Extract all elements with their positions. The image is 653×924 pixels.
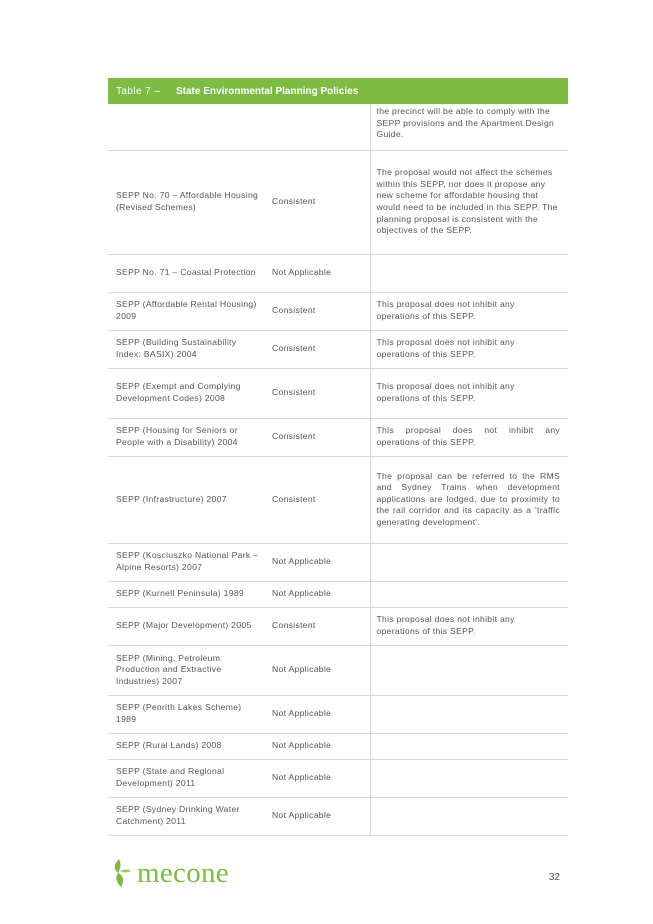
table-row — [108, 150, 568, 254]
table-row — [108, 104, 568, 150]
table-row — [108, 581, 568, 607]
leaf-mark-icon — [110, 858, 132, 888]
policy-cell: SEPP (Infrastructure) 2007 — [108, 456, 268, 543]
status-cell: Not Applicable — [268, 797, 370, 835]
table-row — [108, 695, 568, 733]
table-caption — [108, 78, 568, 104]
status-cell: Not Applicable — [268, 759, 370, 797]
comment-cell — [370, 543, 568, 581]
sepp-table — [108, 78, 568, 836]
comment-cell — [370, 254, 568, 292]
table-row — [108, 607, 568, 645]
policy-cell: SEPP (Major Development) 2005 — [108, 607, 268, 645]
policy-cell: SEPP (Rural Lands) 2008 — [108, 733, 268, 759]
policies-table — [108, 104, 568, 836]
policy-cell: SEPP (Kurnell Peninsula) 1989 — [108, 581, 268, 607]
comment-cell: The proposal would not affect the schemes within this SEPP, nor does it propose any new scheme for affordable housing that would need to be included in this SEPP. The planning proposal is consistent with the objectives of the SEPP. — [370, 150, 568, 254]
table-row — [108, 645, 568, 695]
status-cell: Consistent — [268, 456, 370, 543]
comment-cell — [370, 645, 568, 695]
comment-cell: This proposal does not inhibit any operations of this SEPP. — [370, 292, 568, 330]
status-cell: Not Applicable — [268, 254, 370, 292]
status-cell: Not Applicable — [268, 695, 370, 733]
comment-cell: the precinct will be able to comply with the SEPP provisions and the Apartment Design Guide. — [370, 104, 568, 150]
status-cell: Not Applicable — [268, 645, 370, 695]
comment-cell — [370, 759, 568, 797]
comment-cell — [370, 695, 568, 733]
status-cell: Consistent — [268, 330, 370, 368]
table-row — [108, 330, 568, 368]
table-number: Table 7 – — [116, 85, 161, 97]
status-cell: Consistent — [268, 292, 370, 330]
policy-cell: SEPP (Mining, Petroleum Production and Extractive Industries) 2007 — [108, 645, 268, 695]
comment-cell — [370, 797, 568, 835]
table-row — [108, 456, 568, 543]
policy-cell: SEPP (Kosciuszko National Park – Alpine Resorts) 2007 — [108, 543, 268, 581]
table-row — [108, 543, 568, 581]
mecone-logo — [110, 858, 229, 888]
comment-cell — [370, 581, 568, 607]
comment-cell: This proposal does not inhibit any operations of this SEPP. — [370, 418, 568, 456]
policy-cell: SEPP (State and Regional Development) 2011 — [108, 759, 268, 797]
status-cell: Consistent — [268, 368, 370, 418]
status-cell — [268, 104, 370, 150]
status-cell: Consistent — [268, 607, 370, 645]
table-row — [108, 797, 568, 835]
comment-cell: The proposal can be referred to the RMS and Sydney Trains when development applications are lodged, due to proximity to the rail corridor and its capacity as a ‘traffic generating development’. — [370, 456, 568, 543]
table-title: State Environmental Planning Policies — [176, 85, 359, 97]
policy-cell — [108, 104, 268, 150]
comment-cell — [370, 733, 568, 759]
policy-cell: SEPP (Housing for Seniors or People with a Disability) 2004 — [108, 418, 268, 456]
policy-cell: SEPP No. 71 – Coastal Protection — [108, 254, 268, 292]
table-row — [108, 759, 568, 797]
comment-cell: This proposal does not inhibit any operations of this SEPP. — [370, 368, 568, 418]
policy-cell: SEPP (Sydney Drinking Water Catchment) 2011 — [108, 797, 268, 835]
status-cell: Not Applicable — [268, 733, 370, 759]
status-cell: Not Applicable — [268, 543, 370, 581]
table-row — [108, 292, 568, 330]
policy-cell: SEPP (Affordable Rental Housing) 2009 — [108, 292, 268, 330]
page-number: 32 — [548, 872, 560, 883]
table-row — [108, 254, 568, 292]
status-cell: Consistent — [268, 418, 370, 456]
table-row — [108, 418, 568, 456]
comment-cell: This proposal does not inhibit any operations of this SEPP. — [370, 330, 568, 368]
comment-cell: This proposal does not inhibit any operations of this SEPP. — [370, 607, 568, 645]
table-row — [108, 368, 568, 418]
policy-cell: SEPP (Exempt and Complying Development Codes) 2008 — [108, 368, 268, 418]
table-row — [108, 733, 568, 759]
policy-cell: SEPP No. 70 – Affordable Housing (Revised Schemes) — [108, 150, 268, 254]
policy-cell: SEPP (Penrith Lakes Scheme) 1989 — [108, 695, 268, 733]
status-cell: Not Applicable — [268, 581, 370, 607]
brand-name: mecone — [137, 857, 229, 889]
status-cell: Consistent — [268, 150, 370, 254]
policy-cell: SEPP (Building Sustainability Index: BASIX) 2004 — [108, 330, 268, 368]
